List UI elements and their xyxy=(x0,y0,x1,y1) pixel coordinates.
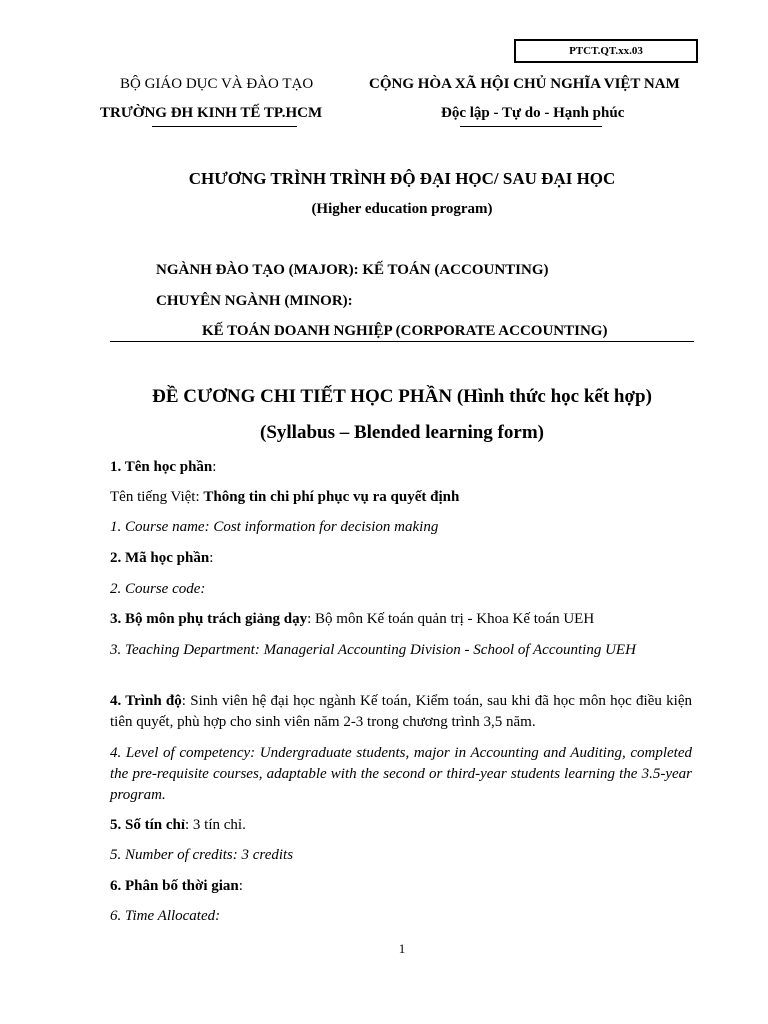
motto-underline xyxy=(460,126,602,127)
course-name-en: 1. Course name: Cost information for decision making xyxy=(110,519,439,535)
syllabus-subtitle: (Syllabus – Blended learning form) xyxy=(260,422,544,443)
section-3-label: 3. Bộ môn phụ trách giảng dạy xyxy=(110,611,308,627)
republic-name: CỘNG HÒA XÃ HỘI CHỦ NGHĨA VIỆT NAM xyxy=(369,76,680,92)
vn-name-value: Thông tin chi phí phục vụ ra quyết định xyxy=(203,489,460,505)
section-6-label: 6. Phân bố thời gian xyxy=(110,878,239,894)
section-4-value: : Sinh viên hệ đại học ngành Kế toán, Kiểm toán, sau khi đã học môn học điều kiện tiên quyết, phù hợp cho sinh viên năm 2-3 trong chương trình 3,5 năm. xyxy=(110,693,692,730)
teaching-department-en: 3. Teaching Department: Managerial Accounting Division - School of Accounting UEH xyxy=(110,642,636,658)
ministry-name: BỘ GIÁO DỤC VÀ ĐÀO TẠO xyxy=(120,76,314,92)
section-1-label: 1. Tên học phần xyxy=(110,459,213,475)
page-number: 1 xyxy=(398,941,406,956)
program-title: CHƯƠNG TRÌNH TRÌNH ĐỘ ĐẠI HỌC/ SAU ĐẠI HỌC xyxy=(188,169,616,188)
time-allocated-en: 6. Time Allocated: xyxy=(110,908,221,924)
section-3-value: : Bộ môn Kế toán quản trị - Khoa Kế toán UEH xyxy=(307,611,595,627)
section-2-colon: : xyxy=(209,550,214,566)
section-divider xyxy=(110,341,694,342)
section-5-value: : 3 tín chỉ. xyxy=(185,817,246,833)
section-3-heading xyxy=(110,609,692,630)
number-of-credits-en: 5. Number of credits: 3 credits xyxy=(110,847,294,863)
section-1-colon: : xyxy=(212,459,217,475)
section-4-label: 4. Trình độ xyxy=(110,693,182,709)
minor-value: KẾ TOÁN DOANH NGHIỆP (CORPORATE ACCOUNTING) xyxy=(202,323,608,339)
national-motto: Độc lập - Tự do - Hạnh phúc xyxy=(441,105,625,121)
section-5-heading xyxy=(110,815,692,836)
section-2-heading xyxy=(110,548,692,569)
major-line: NGÀNH ĐÀO TẠO (MAJOR): KẾ TOÁN (ACCOUNTING) xyxy=(156,262,549,278)
university-name: TRƯỜNG ĐH KINH TẾ TP.HCM xyxy=(100,105,323,121)
section-1-heading xyxy=(110,457,692,478)
vietnamese-course-name xyxy=(110,487,692,508)
level-of-competency-en: 4. Level of competency: Undergraduate students, major in Accounting and Auditing, completed the pre-requisite courses, adaptable with the second or third-year students learning the 3.5-year program. xyxy=(110,745,692,803)
document-code-box: PTCT.QT.xx.03 xyxy=(514,39,698,63)
section-2-label: 2. Mã học phần xyxy=(110,550,210,566)
syllabus-title: ĐỀ CƯƠNG CHI TIẾT HỌC PHẦN (Hình thức học kết hợp) xyxy=(152,386,652,407)
section-6-colon: : xyxy=(238,878,243,894)
vn-name-label: Tên tiếng Việt: xyxy=(110,489,204,505)
course-code-en: 2. Course code: xyxy=(110,581,206,597)
program-subtitle: (Higher education program) xyxy=(311,201,493,217)
university-underline xyxy=(152,126,297,127)
section-4-heading xyxy=(110,691,692,733)
section-5-label: 5. Số tín chỉ xyxy=(110,817,186,833)
section-6-heading xyxy=(110,876,692,897)
minor-label: CHUYÊN NGÀNH (MINOR): xyxy=(156,293,353,309)
